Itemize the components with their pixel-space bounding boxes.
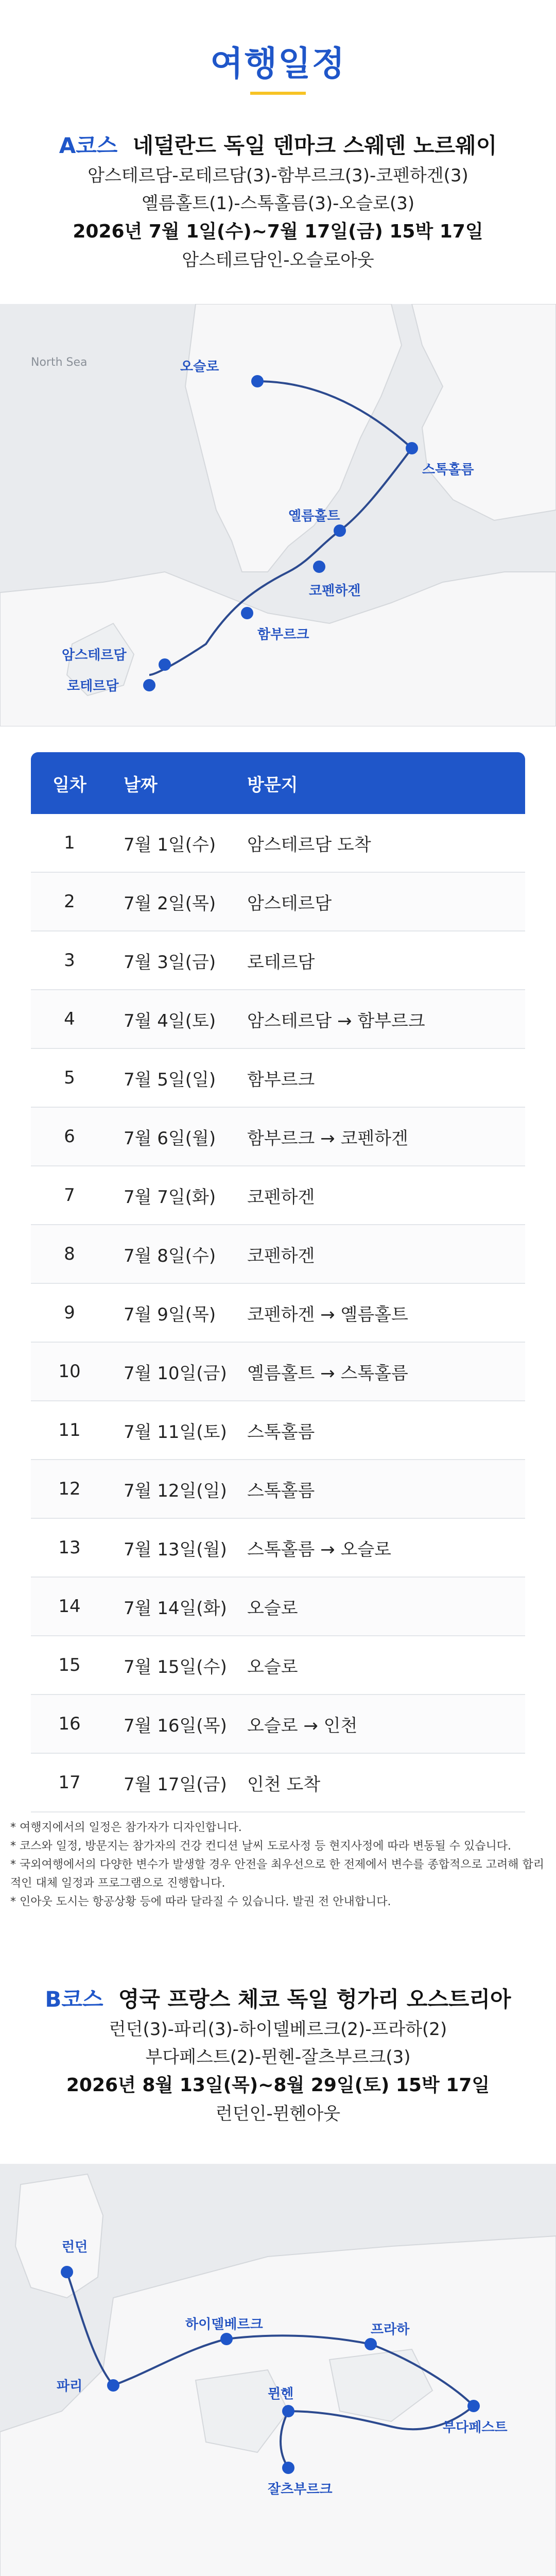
day-cell: 12	[58, 1479, 81, 1499]
day-cell: 4	[64, 1009, 75, 1029]
table-row	[31, 1225, 525, 1284]
course-a-note-2: * 코스와 일정, 방문지는 참가자의 건강 컨디션 날씨 도로사정 등 현지사정에 따라 변동될 수 있습니다.	[10, 1840, 511, 1853]
svg-text:파리: 파리	[57, 2379, 83, 2394]
course-a-note-4: * 인아웃 도시는 항공상황 등에 따라 달라질 수 있습니다. 발권 전 안내합니다.	[10, 1895, 391, 1908]
day-cell: 8	[64, 1244, 75, 1264]
day-cell: 10	[58, 1361, 81, 1382]
date-cell: 7월 2일(목)	[124, 893, 216, 914]
place-cell: 암스테르담 도착	[247, 834, 371, 855]
day-cell: 3	[64, 950, 75, 971]
course-a-inout: 암스테르담인-오슬로아웃	[182, 250, 374, 270]
date-cell: 7월 7일(화)	[124, 1187, 216, 1208]
table-row	[31, 1695, 525, 1754]
table-row	[31, 1754, 525, 1812]
date-cell: 7월 4일(토)	[124, 1010, 216, 1031]
course-a-table-body	[31, 814, 525, 1812]
place-cell: 코펜하겐	[247, 1245, 315, 1266]
course-a-header	[0, 130, 556, 274]
header-date: 날짜	[124, 774, 158, 795]
svg-text:프라하: 프라하	[371, 2322, 410, 2337]
table-row	[31, 814, 525, 873]
course-a-notes	[10, 1819, 546, 1911]
date-cell: 7월 8일(수)	[124, 1245, 216, 1266]
day-cell: 15	[58, 1655, 81, 1675]
day-cell: 7	[64, 1185, 75, 1206]
course-b-map	[0, 2164, 556, 2576]
table-row	[31, 1460, 525, 1519]
place-cell: 스톡홀름	[247, 1480, 315, 1501]
course-b-route-1: 런던(3)-파리(3)-하이델베르크(2)-프라하(2)	[109, 2019, 447, 2040]
course-a-map	[0, 304, 556, 726]
course-a-note-3: * 국외여행에서의 다양한 변수가 발생할 경우 안전을 최우선으로 한 전제에서 변수를 종합적으로 고려해 합리적인 대체 일정과 프로그램으로 진행합니다.	[10, 1858, 545, 1890]
title-underline	[250, 92, 306, 95]
table-row	[31, 1636, 525, 1695]
header-place: 방문지	[247, 774, 298, 795]
table-row	[31, 1049, 525, 1108]
svg-text:하이델베르크: 하이델베르크	[185, 2317, 263, 2332]
place-cell: 코펜하겐 → 옐름홀트	[247, 1304, 408, 1325]
table-row	[31, 1166, 525, 1225]
course-a-route-1: 암스테르담-로테르담(3)-함부르크(3)-코펜하겐(3)	[88, 165, 468, 186]
date-cell: 7월 12일(일)	[124, 1480, 227, 1501]
place-cell: 오슬로	[247, 1598, 298, 1619]
place-cell: 오슬로 → 인천	[247, 1715, 358, 1736]
course-a-table-header	[31, 752, 525, 814]
day-cell: 13	[58, 1537, 81, 1558]
place-cell: 인천 도착	[247, 1774, 321, 1795]
course-b-title	[0, 1984, 556, 2015]
svg-text:옐름홀트: 옐름홀트	[288, 509, 340, 524]
svg-text:런던: 런던	[62, 2240, 88, 2255]
course-b-date: 2026년 8월 13일(목)~8월 29일(토) 15박 17일	[66, 2075, 490, 2096]
date-cell: 7월 17일(금)	[124, 1774, 227, 1795]
date-cell: 7월 15일(수)	[124, 1656, 227, 1677]
svg-text:로테르담: 로테르담	[67, 679, 119, 694]
table-row	[31, 990, 525, 1049]
date-cell: 7월 9일(목)	[124, 1304, 216, 1325]
day-cell: 5	[64, 1067, 75, 1088]
table-row	[31, 1284, 525, 1343]
date-cell: 7월 16일(목)	[124, 1715, 227, 1736]
table-row	[31, 1108, 525, 1166]
date-cell: 7월 3일(금)	[124, 952, 216, 973]
date-cell: 7월 5일(일)	[124, 1069, 216, 1090]
place-cell: 로테르담	[247, 952, 315, 973]
course-a-route-2: 옐름홀트(1)-스톡홀름(3)-오슬로(3)	[141, 193, 415, 214]
course-b-header	[0, 1984, 556, 2128]
date-cell: 7월 6일(월)	[124, 1128, 216, 1149]
svg-text:오슬로: 오슬로	[180, 359, 219, 375]
day-cell: 1	[64, 833, 75, 853]
svg-text:함부르크: 함부르크	[257, 627, 309, 642]
place-cell: 옐름홀트 → 스톡홀름	[247, 1363, 408, 1384]
course-a-map-sea-label: North Sea	[31, 356, 88, 369]
course-b-name: 영국 프랑스 체코 독일 헝가리 오스트리아	[118, 1987, 511, 2012]
svg-text:스톡홀름: 스톡홀름	[422, 462, 474, 478]
svg-text:뮌헨: 뮌헨	[268, 2386, 294, 2402]
course-a-note-1: * 여행지에서의 일정은 참가자가 디자인합니다.	[10, 1821, 242, 1834]
svg-text:잘츠부르크: 잘츠부르크	[268, 2482, 333, 2497]
svg-text:암스테르담: 암스테르담	[62, 648, 127, 663]
table-row	[31, 873, 525, 931]
date-cell: 7월 1일(수)	[124, 834, 216, 855]
day-cell: 9	[64, 1302, 75, 1323]
day-cell: 2	[64, 891, 75, 912]
day-cell: 17	[58, 1772, 81, 1793]
date-cell: 7월 13일(월)	[124, 1539, 227, 1560]
date-cell: 7월 14일(화)	[124, 1598, 227, 1619]
svg-text:코펜하겐: 코펜하겐	[309, 583, 361, 599]
place-cell: 스톡홀름	[247, 1421, 315, 1443]
course-a-name: 네덜란드 독일 덴마크 스웨덴 노르웨이	[132, 133, 497, 158]
date-cell: 7월 11일(토)	[124, 1421, 227, 1443]
place-cell: 코펜하겐	[247, 1187, 315, 1208]
day-cell: 11	[58, 1420, 81, 1440]
table-row	[31, 1578, 525, 1636]
course-a-code: A코스	[59, 133, 118, 158]
place-cell: 암스테르담 → 함부르크	[247, 1010, 425, 1031]
place-cell: 오슬로	[247, 1656, 298, 1677]
day-cell: 16	[58, 1714, 81, 1734]
place-cell: 함부르크	[247, 1069, 315, 1090]
day-cell: 6	[64, 1126, 75, 1147]
place-cell: 함부르크 → 코펜하겐	[247, 1128, 408, 1149]
table-row	[31, 1401, 525, 1460]
date-cell: 7월 10일(금)	[124, 1363, 227, 1384]
course-b-route-2: 부다페스트(2)-뮌헨-잘츠부르크(3)	[145, 2047, 411, 2067]
day-cell: 14	[58, 1596, 81, 1617]
course-a-title	[0, 130, 556, 162]
course-a-schedule-table	[31, 752, 525, 1812]
table-row	[31, 1343, 525, 1401]
course-a-date: 2026년 7월 1일(수)~7월 17일(금) 15박 17일	[73, 221, 483, 242]
course-b-inout: 런던인-뮌헨아웃	[215, 2104, 341, 2124]
place-cell: 스톡홀름 → 오슬로	[247, 1539, 392, 1560]
svg-text:부다페스트: 부다페스트	[443, 2420, 508, 2435]
table-row	[31, 1519, 525, 1578]
table-row	[31, 931, 525, 990]
course-b-code: B코스	[45, 1987, 103, 2012]
page-title: 여행일정	[210, 44, 346, 83]
header-day: 일차	[53, 774, 86, 795]
place-cell: 암스테르담	[247, 893, 332, 914]
